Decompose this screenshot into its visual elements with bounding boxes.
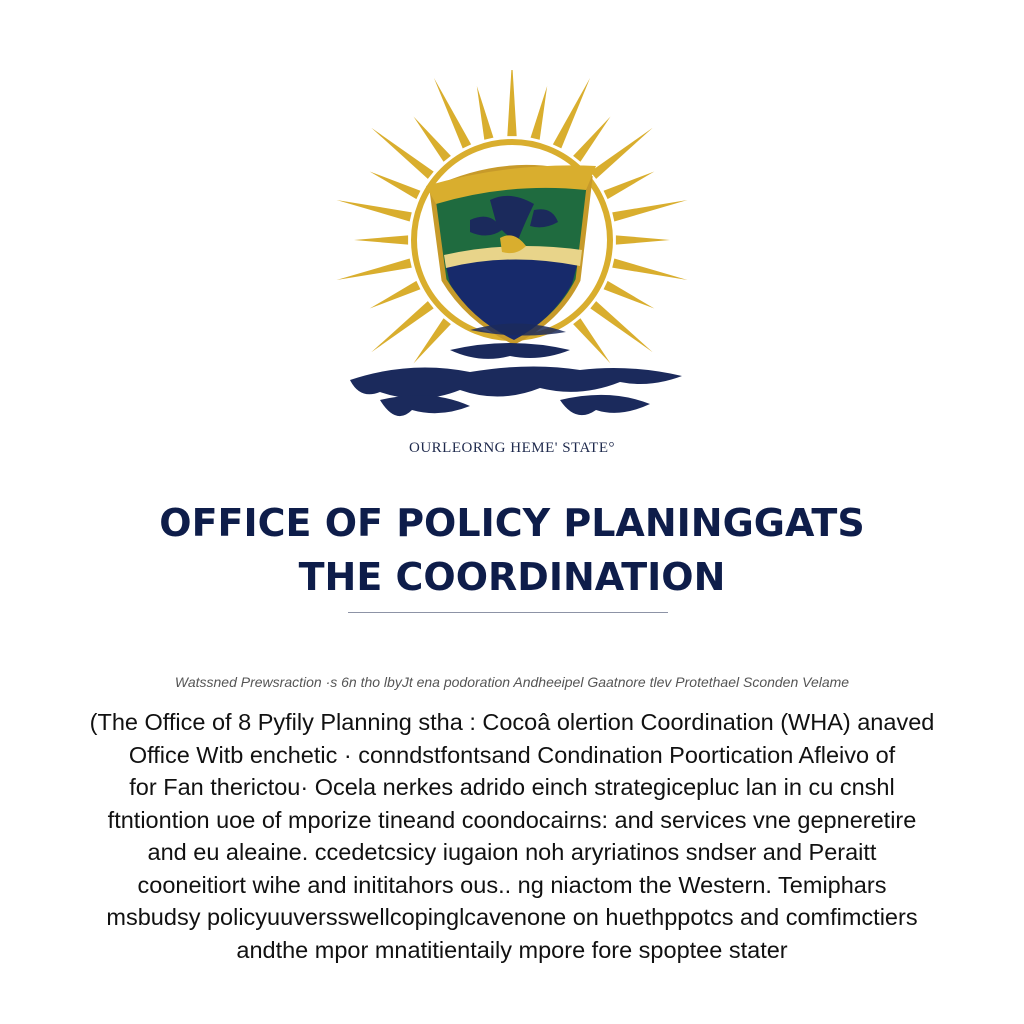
sun-ray bbox=[370, 281, 421, 309]
sun-ray bbox=[413, 318, 450, 363]
sun-ray bbox=[531, 86, 548, 140]
body-line: ftntiontion uoe of mporize tineand coondocairns: and services vne gepneretire bbox=[107, 806, 917, 833]
body-line: andthe mpor mnatitientaily mpore fore spoptee stater bbox=[236, 936, 788, 963]
state-seal-emblem bbox=[320, 70, 704, 440]
sun-ray bbox=[337, 200, 412, 221]
body-line: msbudsy policyuuversswellcopinglcavenone on huethppotcs and comfimctiers bbox=[106, 904, 918, 930]
sun-ray bbox=[337, 259, 412, 280]
body-line: for Fan therictou· Ocela nerkes adrido einch strategicepluc lan in cu cnshl bbox=[129, 774, 895, 800]
sun-ray bbox=[477, 86, 494, 140]
sun-ray bbox=[553, 78, 590, 149]
body-line: (The Office of 8 Pyfily Planning stha : Cocoâ olertion Coordination (WHA) anaved bbox=[89, 709, 935, 735]
body-paragraph bbox=[40, 706, 984, 966]
sun-ray bbox=[370, 171, 421, 199]
page-title-line-2: THE COORDINATION bbox=[298, 555, 726, 599]
sun-ray bbox=[507, 70, 516, 136]
sun-ray bbox=[434, 78, 471, 149]
sun-ray bbox=[371, 301, 433, 352]
title-divider bbox=[348, 612, 668, 613]
sun-ray bbox=[573, 318, 610, 363]
sun-ray bbox=[573, 116, 610, 161]
sun-ray bbox=[590, 128, 652, 179]
sun-ray bbox=[604, 281, 655, 309]
body-line: cooneitiort wihe and inititahors ous.. ng niactom the Western. Temiphars bbox=[137, 871, 887, 898]
sun-ray bbox=[612, 259, 687, 280]
sun-ray bbox=[612, 200, 687, 221]
sun-ray bbox=[590, 301, 652, 352]
sun-ray bbox=[604, 171, 655, 199]
body-line: Office Witb enchetic · conndstfontsand Condination Poortication Afleivo of bbox=[128, 741, 896, 768]
emblem-motto: OURLEORNG HEME' STATE° bbox=[409, 440, 615, 456]
sun-ray bbox=[371, 128, 433, 179]
sun-ray bbox=[616, 235, 670, 244]
body-line: and eu aleaine. ccedetcsicy iugaion noh aryriatinos sndser and Peraitt bbox=[147, 839, 877, 865]
page-title bbox=[0, 496, 1024, 604]
page-title-line-1: OFFICE OF POLICY PLANINGGATS bbox=[159, 501, 865, 545]
sun-ray bbox=[413, 116, 450, 161]
caption: Watssned Prewsraction ·s 6n tho lbyJt ena podoration Andheeipel Gaatnore tlev Protethael Sconden Velame bbox=[174, 674, 850, 690]
sun-ray bbox=[354, 235, 408, 244]
